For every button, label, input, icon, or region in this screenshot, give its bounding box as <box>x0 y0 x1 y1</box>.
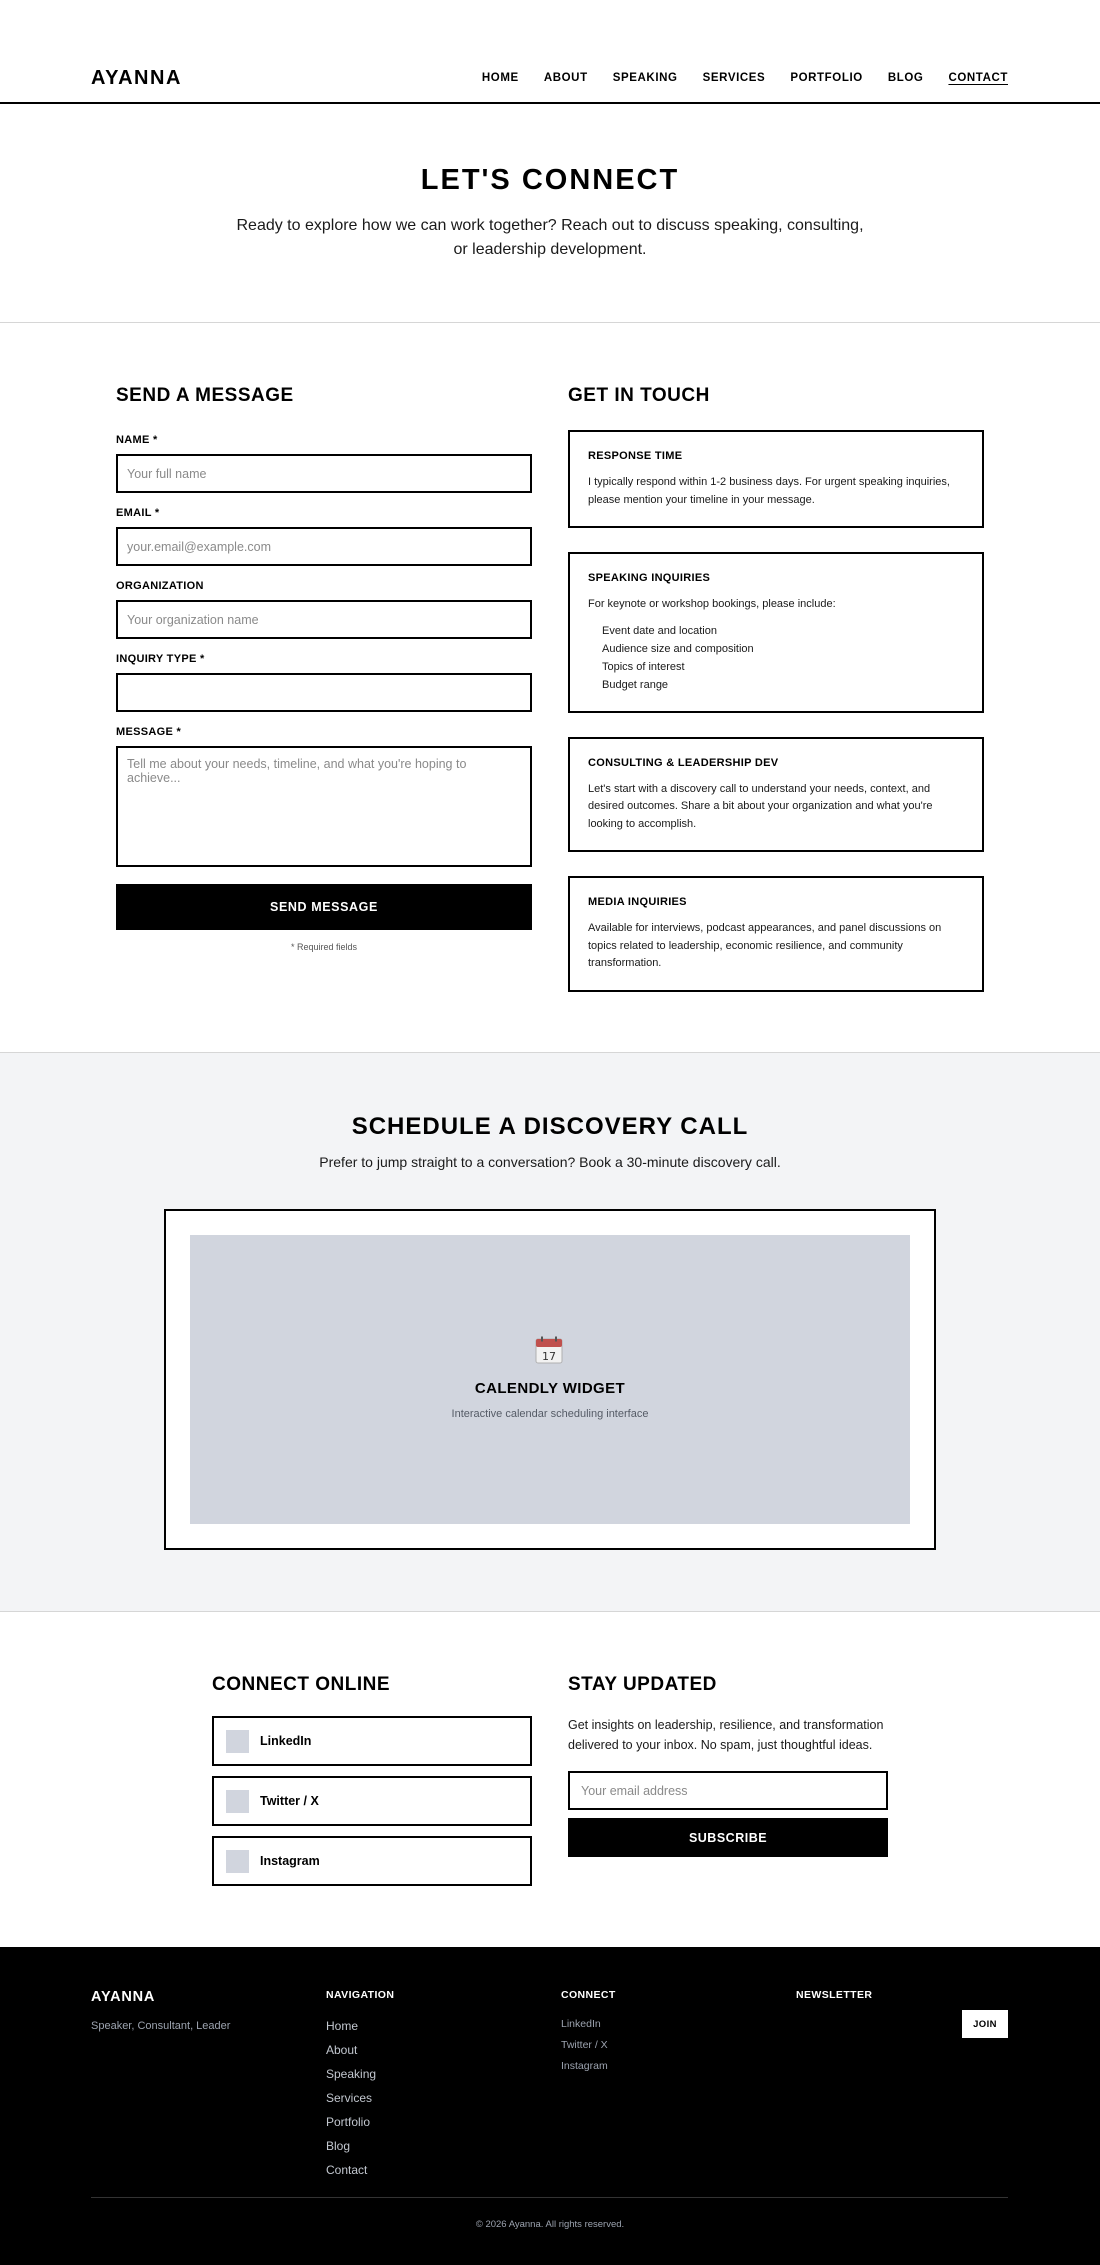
stay-updated <box>568 1674 888 1857</box>
calendar-day: 17 <box>542 1350 556 1363</box>
connect-online <box>212 1674 532 1896</box>
inquiry-type-select[interactable] <box>116 673 532 712</box>
footer-navigation <box>326 1989 394 2182</box>
social-label: LinkedIn <box>260 1734 312 1748</box>
nav-blog[interactable]: BLOG <box>887 72 924 84</box>
email-label: EMAIL * <box>116 507 160 519</box>
email-input[interactable] <box>116 527 532 566</box>
list-item: Event date and location <box>602 624 717 637</box>
newsletter-email-input[interactable] <box>568 1771 888 1810</box>
linkedin-icon <box>226 1730 249 1753</box>
nav-about[interactable]: ABOUT <box>543 72 588 84</box>
footer-link-instagram[interactable]: Instagram <box>561 2060 608 2072</box>
join-button[interactable]: JOIN <box>962 2010 1008 2038</box>
footer-logo: AYANNA <box>91 1989 156 2005</box>
card-title: RESPONSE TIME <box>588 450 683 462</box>
footer-link-about[interactable]: About <box>326 2043 358 2057</box>
schedule-title: SCHEDULE A DISCOVERY CALL <box>351 1113 749 1140</box>
list-item: Audience size and composition <box>602 642 754 655</box>
site-header <box>0 0 1100 104</box>
nav-home[interactable]: HOME <box>481 72 519 84</box>
nav-services[interactable]: SERVICES <box>702 72 766 84</box>
twitter-icon <box>226 1790 249 1813</box>
touch-title: GET IN TOUCH <box>568 385 710 406</box>
footer-connect-title: CONNECT <box>561 1989 616 2001</box>
instagram-link[interactable] <box>212 1836 532 1886</box>
schedule-section <box>0 1053 1100 1612</box>
main-nav <box>482 72 1008 84</box>
instagram-icon <box>226 1850 249 1873</box>
footer-link-services[interactable]: Services <box>326 2091 373 2105</box>
card-text: Available for interviews, podcast appearances, and panel discussions on topics related to leadership, economic resilience, and community transformation. <box>588 922 942 969</box>
email-field-group <box>116 507 532 566</box>
contact-section <box>0 323 1100 1053</box>
twitter-link[interactable] <box>212 1776 532 1826</box>
widget-title: CALENDLY WIDGET <box>474 1380 626 1397</box>
card-title: MEDIA INQUIRIES <box>588 896 687 908</box>
footer-link-contact[interactable]: Contact <box>326 2163 368 2177</box>
footer-link-home[interactable]: Home <box>326 2019 359 2033</box>
media-inquiries-card <box>568 876 984 992</box>
footer-newsletter <box>796 1989 872 2014</box>
card-title: CONSULTING & LEADERSHIP DEV <box>588 756 779 769</box>
calendly-widget-frame <box>164 1209 936 1550</box>
name-label: NAME * <box>116 434 158 446</box>
message-field-group <box>116 726 532 867</box>
nav-portfolio[interactable]: PORTFOLIO <box>790 72 863 84</box>
hero-section <box>0 106 1100 323</box>
page-title: LET'S CONNECT <box>420 164 680 196</box>
message-label: MESSAGE * <box>116 726 182 738</box>
speaking-requirements-list <box>588 622 964 694</box>
card-title: SPEAKING INQUIRIES <box>588 572 711 584</box>
consulting-card <box>568 737 984 853</box>
hero-subtitle: Ready to explore how we can work together? Reach out to discuss speaking, consulting, or leadership development. <box>236 217 864 258</box>
footer-connect <box>561 1989 616 2077</box>
message-textarea[interactable] <box>116 746 532 867</box>
required-fields-note: * Required fields <box>290 942 358 952</box>
contact-form <box>116 385 532 952</box>
linkedin-link[interactable] <box>212 1716 532 1766</box>
social-label: Instagram <box>260 1854 320 1868</box>
response-time-card <box>568 430 984 528</box>
card-text: Let's start with a discovery call to understand your needs, context, and desired outcomes. Share a bit about your organization and what you're looking to accomplish. <box>588 782 933 830</box>
social-label: Twitter / X <box>260 1794 319 1808</box>
footer-nav-title: NAVIGATION <box>326 1989 395 2001</box>
form-title: SEND A MESSAGE <box>116 385 294 406</box>
nav-contact[interactable]: CONTACT <box>948 72 1008 84</box>
calendly-widget[interactable] <box>190 1235 910 1524</box>
copyright: © 2026 Ayanna. All rights reserved. <box>475 2219 625 2230</box>
newsletter-title: STAY UPDATED <box>568 1674 717 1695</box>
schedule-subtitle: Prefer to jump straight to a conversation? Book a 30-minute discovery call. <box>319 1154 781 1170</box>
list-item: Budget range <box>602 678 669 691</box>
footer-link-twitter[interactable]: Twitter / X <box>561 2039 608 2051</box>
newsletter-text: Get insights on leadership, resilience, and transformation delivered to your inbox. No spam, just thoughtful ideas. <box>568 1718 884 1752</box>
get-in-touch <box>568 385 984 1016</box>
inquiry-type-label: INQUIRY TYPE * <box>116 653 205 665</box>
name-input[interactable] <box>116 454 532 493</box>
send-message-button[interactable]: SEND MESSAGE <box>116 884 532 930</box>
organization-field-group <box>116 580 532 639</box>
footer-link-linkedin[interactable]: LinkedIn <box>561 2018 601 2030</box>
list-item: Topics of interest <box>602 660 685 673</box>
footer-tagline: Speaker, Consultant, Leader <box>91 2020 231 2032</box>
nav-speaking[interactable]: SPEAKING <box>612 72 678 84</box>
subscribe-button[interactable]: SUBSCRIBE <box>568 1818 888 1857</box>
site-footer <box>0 1947 1100 2265</box>
widget-subtitle: Interactive calendar scheduling interface <box>451 1408 649 1420</box>
organization-label: ORGANIZATION <box>116 580 204 592</box>
footer-divider <box>91 2197 1008 2198</box>
connect-section <box>0 1612 1100 1947</box>
organization-input[interactable] <box>116 600 532 639</box>
speaking-inquiries-card <box>568 552 984 713</box>
footer-link-portfolio[interactable]: Portfolio <box>326 2115 371 2129</box>
connect-title: CONNECT ONLINE <box>212 1674 390 1695</box>
footer-newsletter-title: NEWSLETTER <box>796 1989 873 2001</box>
site-logo[interactable]: AYANNA <box>91 67 182 89</box>
footer-link-speaking[interactable]: Speaking <box>326 2067 377 2081</box>
card-text: I typically respond within 1-2 business days. For urgent speaking inquiries, please mention your timeline in your message. <box>588 476 950 506</box>
calendar-icon <box>535 1336 563 1364</box>
footer-link-blog[interactable]: Blog <box>326 2139 351 2153</box>
inquiry-field-group <box>116 653 532 712</box>
card-text: For keynote or workshop bookings, please include: <box>588 598 836 610</box>
name-field-group <box>116 434 532 493</box>
